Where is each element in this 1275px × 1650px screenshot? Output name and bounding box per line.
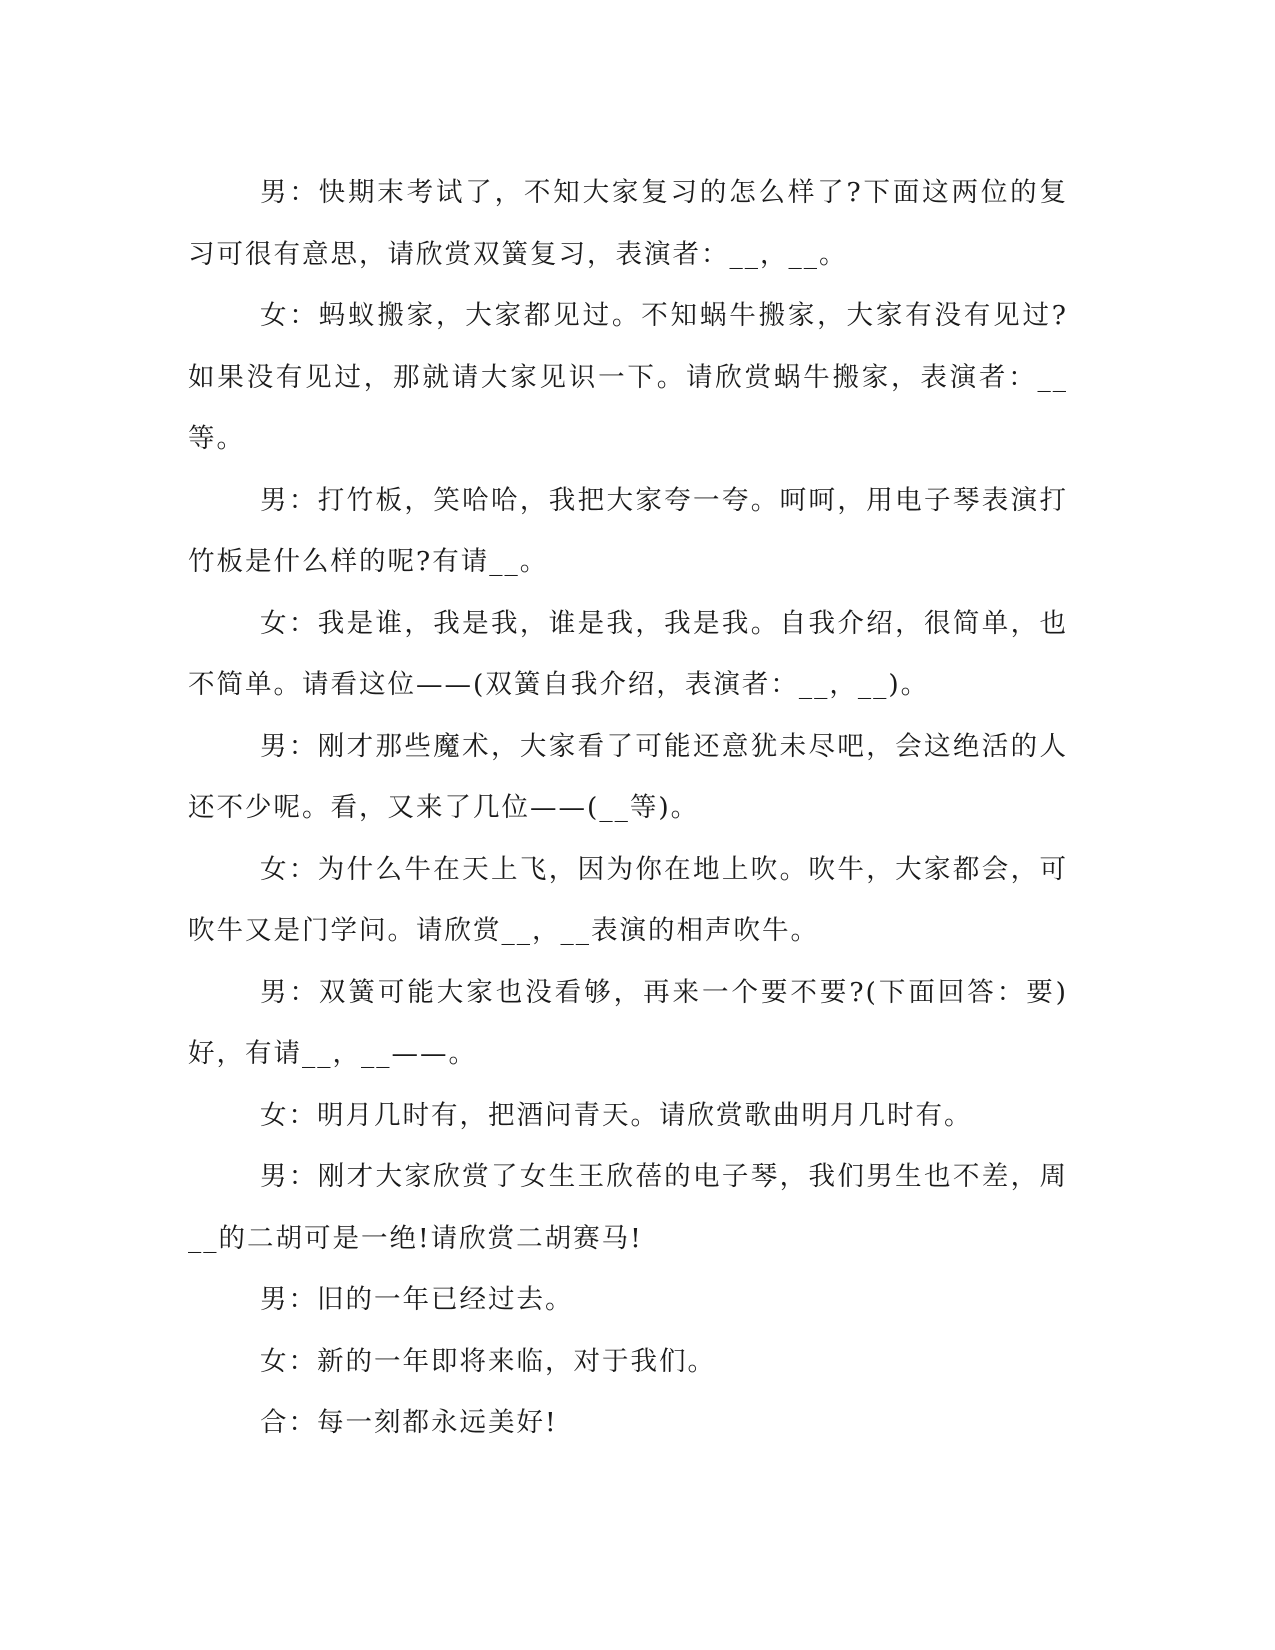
paragraph-1: 男：快期末考试了，不知大家复习的怎么样了?下面这两位的复习可很有意思，请欣赏双簧复习，表演者：__，__。	[188, 177, 1068, 270]
paragraph-9: 男：刚才大家欣赏了女生王欣蓓的电子琴，我们男生也不差，周__的二胡可是一绝!请欣赏二胡赛马!	[188, 1161, 1068, 1254]
paragraph-2: 女：蚂蚁搬家，大家都见过。不知蜗牛搬家，大家有没有见过?如果没有见过，那就请大家见识一下。请欣赏蜗牛搬家，表演者：__等。	[188, 300, 1068, 454]
paragraph-3: 男：打竹板，笑哈哈，我把大家夸一夸。呵呵，用电子琴表演打竹板是什么样的呢?有请__。	[188, 484, 1068, 577]
paragraph-7: 男：双簧可能大家也没看够，再来一个要不要?(下面回答：要)好，有请__，__——。	[188, 976, 1068, 1069]
paragraph-11: 女：新的一年即将来临，对于我们。	[260, 1345, 716, 1377]
paragraph-10: 男：旧的一年已经过去。	[260, 1284, 574, 1315]
paragraph-12: 合：每一刻都永远美好!	[260, 1407, 558, 1438]
document-body	[188, 162, 1068, 1454]
paragraph-5: 男：刚才那些魔术，大家看了可能还意犹未尽吧，会这绝活的人还不少呢。看，又来了几位——(__等)。	[188, 730, 1068, 823]
paragraph-6: 女：为什么牛在天上飞，因为你在地上吹。吹牛，大家都会，可吹牛又是门学问。请欣赏__，__表演的相声吹牛。	[188, 853, 1068, 946]
paragraph-8: 女：明月几时有，把酒问青天。请欣赏歌曲明月几时有。	[260, 1099, 973, 1131]
paragraph-4: 女：我是谁，我是我，谁是我，我是我。自我介绍，很简单，也不简单。请看这位——(双簧自我介绍，表演者：__，__)。	[188, 607, 1068, 700]
